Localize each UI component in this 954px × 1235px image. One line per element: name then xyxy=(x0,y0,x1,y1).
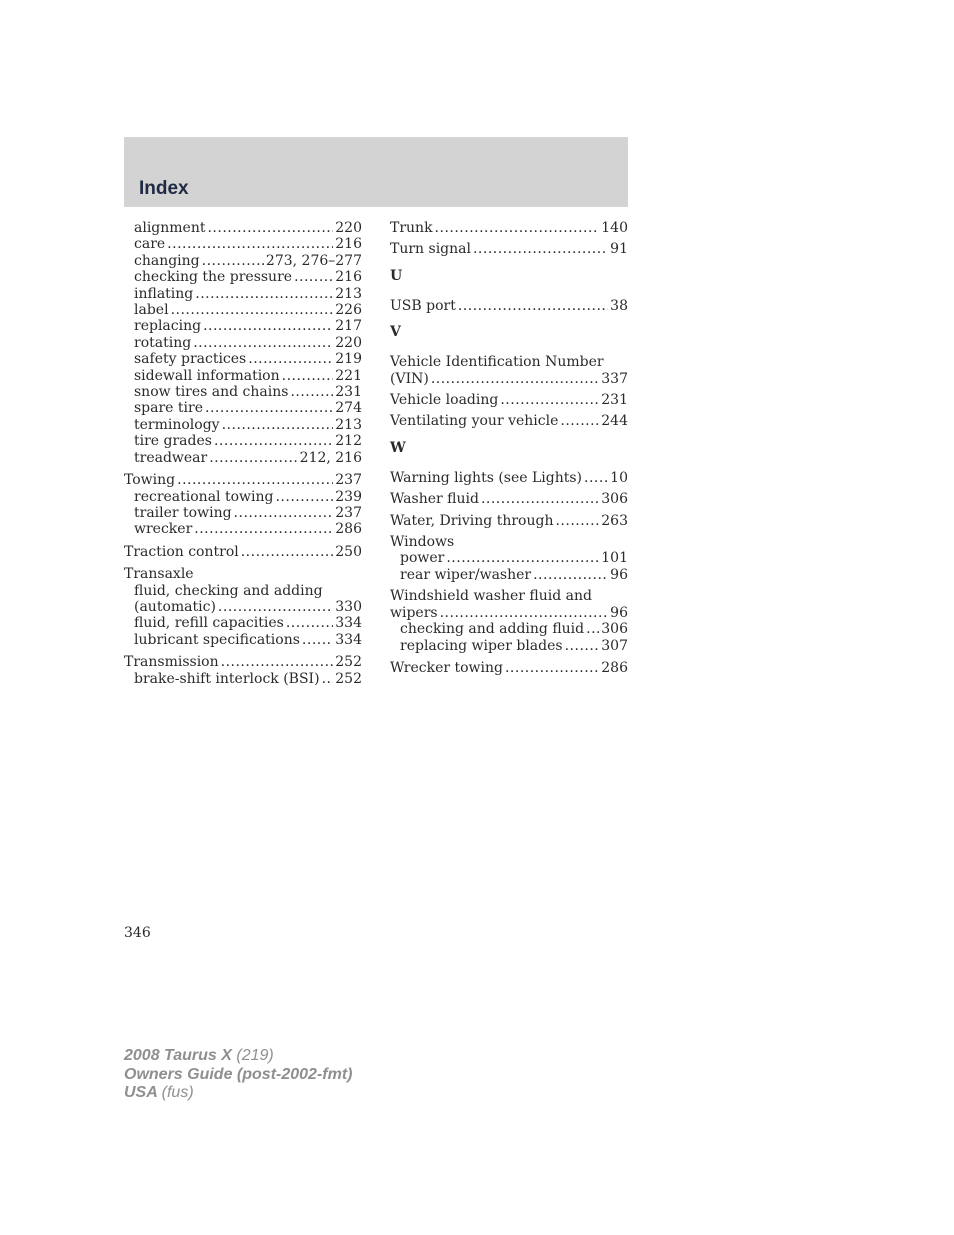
section-letter: U xyxy=(390,267,403,284)
index-entry: recreational towing ..... 239 xyxy=(124,489,362,505)
index-entry: changing ..... 273, 276–277 xyxy=(124,253,362,269)
index-entry: (VIN) ..... 337 xyxy=(390,371,628,387)
footer-market-code: (fus) xyxy=(161,1084,194,1101)
footer-model-code: (219) xyxy=(236,1047,274,1064)
index-entry: alignment ..... 220 xyxy=(124,220,362,236)
index-entry-text: Windows xyxy=(390,534,455,551)
index-entry: Towing ..... 237 xyxy=(124,472,362,488)
index-entry: Water, Driving through ..... 263 xyxy=(390,513,628,529)
index-entry-text: Windshield washer fluid and xyxy=(390,588,592,605)
footer-model: 2008 Taurus X xyxy=(124,1047,232,1064)
index-entry: Washer fluid ..... 306 xyxy=(390,491,628,507)
index-entry: spare tire ..... 274 xyxy=(124,400,362,416)
document-footer xyxy=(124,1047,352,1103)
index-header-band xyxy=(124,137,628,207)
index-entry-text: Vehicle Identification Number xyxy=(390,354,604,371)
index-entry: safety practices ..... 219 xyxy=(124,351,362,367)
index-entry: rotating ..... 220 xyxy=(124,335,362,351)
index-entry: treadwear ..... 212, 216 xyxy=(124,450,362,466)
index-entry: terminology ..... 213 xyxy=(124,417,362,433)
page-number: 346 xyxy=(124,925,151,941)
index-entry: Vehicle loading ..... 231 xyxy=(390,392,628,408)
index-entry: Transmission ..... 252 xyxy=(124,654,362,670)
index-entry: care ..... 216 xyxy=(124,236,362,252)
section-letter: V xyxy=(390,324,401,341)
index-entry: wipers ..... 96 xyxy=(390,605,628,621)
index-entry: lubricant specifications ..... 334 xyxy=(124,632,362,648)
index-entry: rear wiper/washer ..... 96 xyxy=(390,567,628,583)
index-entry: fluid, checking and adding xyxy=(134,582,323,599)
index-entry: Trunk ..... 140 xyxy=(390,220,628,236)
index-entry: trailer towing ..... 237 xyxy=(124,505,362,521)
index-entry: Traction control ..... 250 xyxy=(124,544,362,560)
index-entry: Transaxle xyxy=(124,566,194,583)
index-entry: Warning lights (see Lights) ..... 10 xyxy=(390,470,628,486)
index-entry: fluid, refill capacities ..... 334 xyxy=(124,615,362,631)
index-entry: Ventilating your vehicle ..... 244 xyxy=(390,413,628,429)
index-entry: label ..... 226 xyxy=(124,302,362,318)
index-column-left xyxy=(124,220,362,687)
index-entry: Wrecker towing ..... 286 xyxy=(390,660,628,676)
footer-market: USA xyxy=(124,1084,158,1101)
index-entry: checking and adding fluid ..... 306 xyxy=(390,621,628,637)
index-entry: snow tires and chains ..... 231 xyxy=(124,384,362,400)
index-column-right xyxy=(390,220,628,676)
section-letter: W xyxy=(390,439,406,456)
index-entry: sidewall information ..... 221 xyxy=(124,368,362,384)
index-entry: Turn signal ..... 91 xyxy=(390,241,628,257)
index-entry: wrecker ..... 286 xyxy=(124,521,362,537)
page-title: Index xyxy=(139,178,189,199)
index-entry: power ..... 101 xyxy=(390,550,628,566)
index-entry: (automatic) ..... 330 xyxy=(124,599,362,615)
index-entry: replacing ..... 217 xyxy=(124,318,362,334)
index-entry: checking the pressure ..... 216 xyxy=(124,269,362,285)
footer-guide: Owners Guide (post-2002-fmt) xyxy=(124,1065,353,1083)
index-entry: USB port ..... 38 xyxy=(390,298,628,314)
index-entry: brake-shift interlock (BSI) ..... 252 xyxy=(124,671,362,687)
index-entry: tire grades ..... 212 xyxy=(124,433,362,449)
index-entry: inflating ..... 213 xyxy=(124,286,362,302)
index-entry: replacing wiper blades ..... 307 xyxy=(390,638,628,654)
